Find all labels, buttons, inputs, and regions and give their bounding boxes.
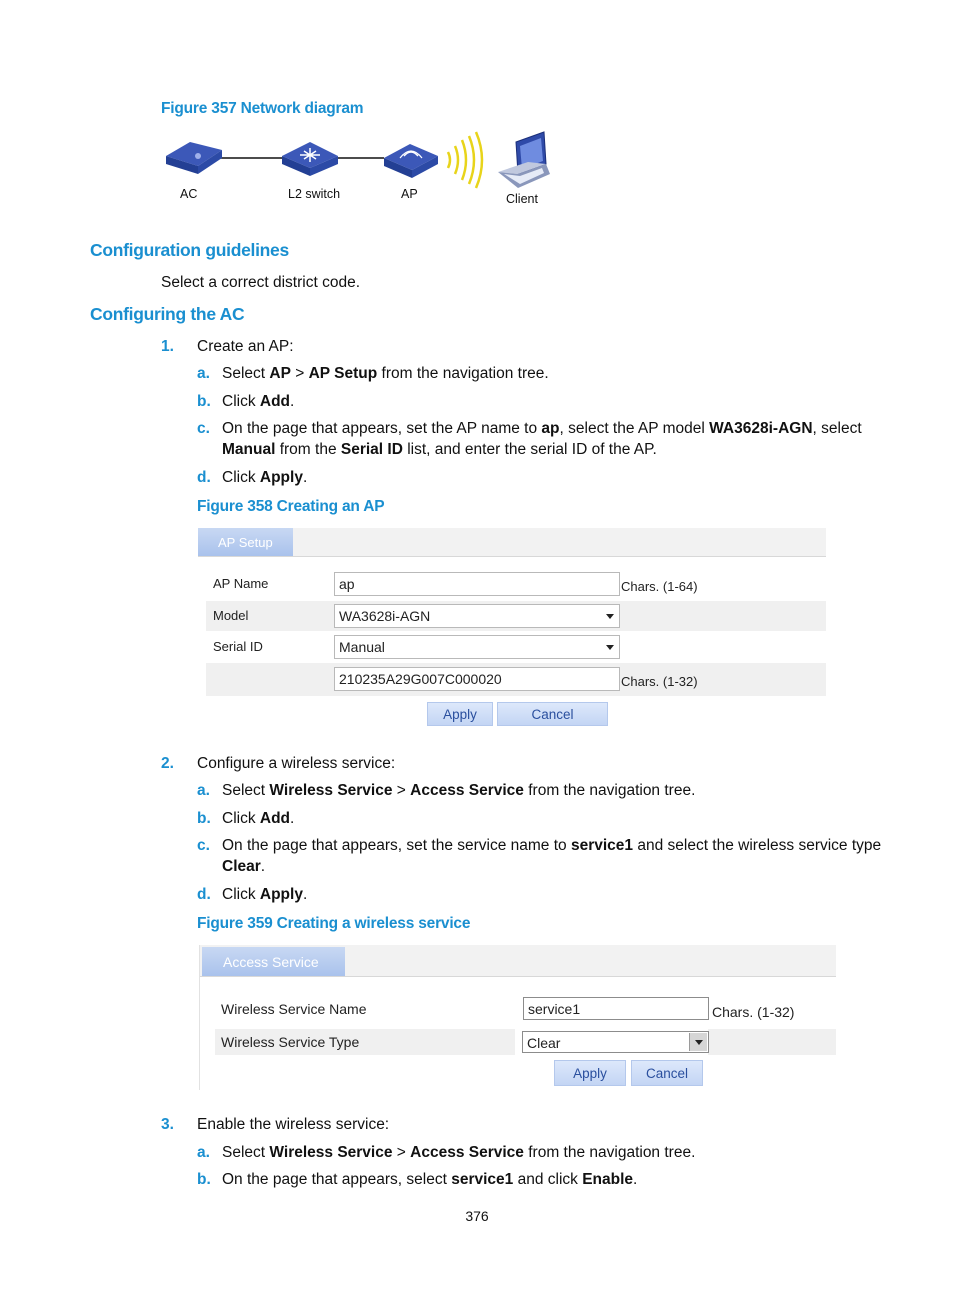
ac-device-icon [166, 142, 222, 174]
substep-letter: a. [197, 782, 210, 799]
substep-text: Click Add. [222, 393, 295, 410]
figure-357-caption: Figure 357 Network diagram [161, 100, 364, 117]
cancel-button[interactable]: Cancel [631, 1060, 703, 1086]
ap-setup-panel [198, 528, 826, 728]
serial-id-select[interactable] [334, 635, 620, 659]
substep-letter: b. [197, 393, 211, 410]
section-title-guidelines: Configuration guidelines [90, 240, 289, 260]
chevron-down-icon [606, 645, 614, 650]
figure-359-caption: Figure 359 Creating a wireless service [197, 915, 471, 932]
tab-ap-setup[interactable]: AP Setup [198, 528, 293, 556]
substep-text: Select Wireless Service > Access Service from the navigation tree. [222, 1144, 696, 1161]
substep-letter: c. [197, 837, 210, 854]
step-number: 3. [161, 1116, 174, 1133]
chevron-down-icon [695, 1040, 703, 1045]
service-type-select[interactable] [522, 1031, 709, 1053]
client-label: Client [506, 192, 538, 206]
substep-text: Select AP > AP Setup from the navigation tree. [222, 365, 549, 382]
substep-text: Select Wireless Service > Access Service from the navigation tree. [222, 782, 696, 799]
substep-letter: b. [197, 1171, 211, 1188]
network-diagram [160, 128, 560, 213]
substep-letter: d. [197, 886, 211, 903]
l2-switch-label: L2 switch [288, 187, 341, 201]
serial-id-label: Serial ID [213, 639, 263, 654]
model-label: Model [213, 608, 249, 623]
access-service-panel [199, 945, 836, 1090]
section-title-configuring-ac: Configuring the AC [90, 304, 245, 324]
substep-letter: a. [197, 365, 210, 382]
figure-358-caption: Figure 358 Creating an AP [197, 498, 385, 515]
substep-letter: c. [197, 420, 210, 437]
cancel-button[interactable]: Cancel [497, 702, 608, 726]
substep-letter: d. [197, 469, 211, 486]
service-type-label: Wireless Service Type [221, 1034, 360, 1050]
apply-button[interactable]: Apply [554, 1060, 626, 1086]
ap-name-hint: Chars. (1-64) [621, 579, 698, 594]
apply-button[interactable]: Apply [427, 702, 493, 726]
substep-text: Click Add. [222, 810, 295, 827]
substep-text: On the page that appears, set the service name to service1 and select the wireless service type Clear. [222, 837, 882, 875]
substep-text: Click Apply. [222, 469, 308, 486]
dropdown-button[interactable] [689, 1033, 707, 1051]
page-number: 376 [465, 1208, 489, 1224]
serial-id-hint: Chars. (1-32) [621, 674, 698, 689]
step-text: Configure a wireless service: [197, 755, 396, 772]
substep-text: On the page that appears, select service1 and click Enable. [222, 1171, 638, 1188]
guidelines-text: Select a correct district code. [161, 274, 360, 291]
model-select[interactable] [334, 604, 620, 628]
serial-id-select-value: Manual [339, 639, 385, 655]
service-name-label: Wireless Service Name [221, 1001, 367, 1017]
wireless-signal-icon [448, 132, 482, 188]
step-number: 2. [161, 755, 174, 772]
row-shade-type-right [708, 1029, 836, 1055]
substep-letter: b. [197, 810, 211, 827]
serial-id-input[interactable]: 210235A29G007C000020 [334, 667, 620, 691]
substep-text: On the page that appears, set the AP name to ap, select the AP model WA3628i-AGN, select Manual from the Serial ID list, and enter the serial ID of the AP. [222, 420, 862, 458]
ap-label: AP [401, 187, 418, 201]
ap-name-input[interactable]: ap [334, 572, 620, 596]
model-select-value: WA3628i-AGN [339, 608, 431, 624]
step-text: Create an AP: [197, 338, 294, 355]
client-laptop-icon [498, 132, 550, 188]
ap-device-icon [384, 144, 438, 178]
service-name-input[interactable]: service1 [523, 997, 709, 1020]
service-name-hint: Chars. (1-32) [712, 1004, 795, 1020]
substep-text: Click Apply. [222, 886, 308, 903]
step-number: 1. [161, 338, 174, 355]
l2-switch-icon [282, 142, 338, 176]
tab-access-service[interactable]: Access Service [202, 947, 345, 976]
service-type-value: Clear [527, 1035, 561, 1051]
ac-label: AC [180, 187, 198, 201]
chevron-down-icon [606, 614, 614, 619]
substep-letter: a. [197, 1144, 210, 1161]
step-text: Enable the wireless service: [197, 1116, 390, 1133]
ap-name-label: AP Name [213, 576, 269, 591]
